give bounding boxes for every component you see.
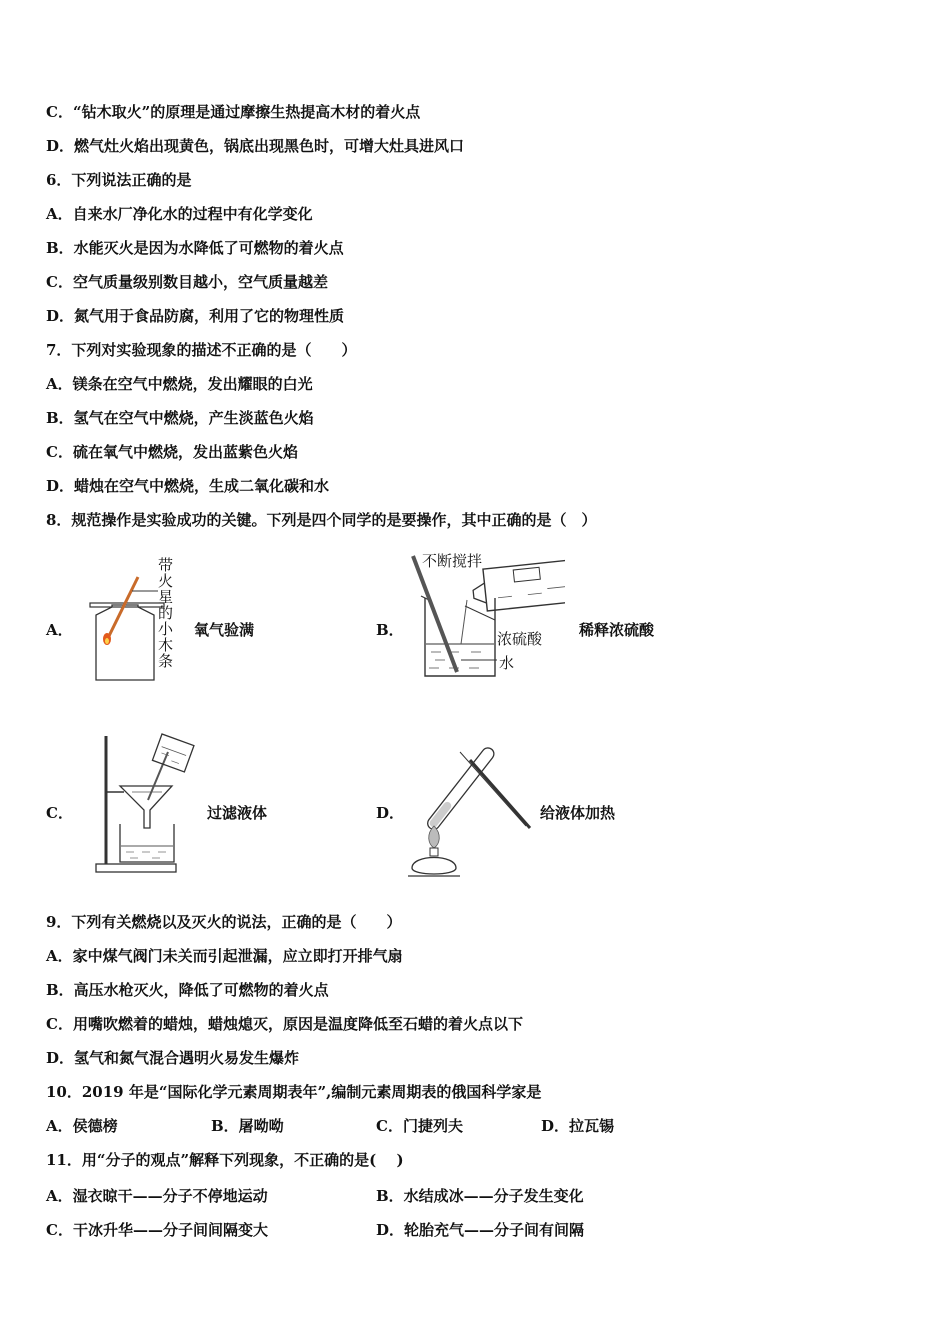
option-7b: B．氢气在空气中燃烧，产生淡蓝色火焰 [46, 409, 314, 427]
acid-label: 浓硫酸 [497, 630, 543, 648]
option-9b: B．高压水枪灭火，降低了可燃物的着火点 [46, 981, 329, 999]
filtration-figure [92, 728, 212, 878]
q8-option-c-label: C． [46, 804, 73, 822]
option-10b: B．屠呦呦 [211, 1117, 284, 1135]
q8-option-d-label: D． [376, 804, 405, 822]
heating-figure [398, 730, 538, 880]
option-10d: D．拉瓦锡 [541, 1117, 615, 1135]
q8-option-c-caption: 过滤液体 [207, 804, 268, 822]
option-9c: C．用嘴吹燃着的蜡烛，蜡烛熄灭，原因是温度降低至石蜡的着火点以下 [46, 1015, 523, 1033]
option-10c: C．门捷列夫 [376, 1117, 463, 1135]
question-9-stem: 9．下列有关燃烧以及灭火的说法，正确的是（ ） [46, 913, 402, 931]
option-6a: A．自来水厂净化水的过程中有化学变化 [46, 205, 313, 223]
option-7a: A．镁条在空气中燃烧，发出耀眼的白光 [46, 375, 313, 393]
option-6b: B．水能灭火是因为水降低了可燃物的着火点 [46, 239, 344, 257]
option-6d: D．氮气用于食品防腐，利用了它的物理性质 [46, 307, 345, 325]
option-11c: C．干冰升华——分子间间隔变大 [46, 1221, 268, 1239]
question-7-stem: 7．下列对实验现象的描述不正确的是（ ） [46, 341, 357, 359]
q8-option-d-caption: 给液体加热 [540, 804, 616, 822]
question-6-stem: 6．下列说法正确的是 [46, 171, 192, 189]
option-9d: D．氢气和氮气混合遇明火易发生爆炸 [46, 1049, 300, 1067]
option-10a: A．侯德榜 [46, 1117, 118, 1135]
question-8-stem: 8．规范操作是实验成功的关键。下列是四个同学的是要操作，其中正确的是（ ） [46, 511, 597, 529]
option-5d: D．燃气灶火焰出现黄色，锅底出现黑色时，可增大灶具进风口 [46, 137, 465, 155]
question-11-stem: 11．用“分子的观点”解释下列现象，不正确的是( ) [46, 1151, 404, 1169]
option-6c: C．空气质量级别数目越小，空气质量越差 [46, 273, 328, 291]
option-11b: B．水结成冰——分子发生变化 [376, 1187, 584, 1205]
option-11a: A．湿衣晾干——分子不停地运动 [46, 1187, 268, 1205]
q8-option-a-caption: 氧气验满 [194, 621, 255, 639]
q8-option-a-label: A． [46, 621, 73, 639]
option-7c: C．硫在氧气中燃烧，发出蓝紫色火焰 [46, 443, 298, 461]
water-label: 水 [499, 654, 515, 672]
option-11d: D．轮胎充气——分子间有间隔 [376, 1221, 585, 1239]
q8-option-b-caption: 稀释浓硫酸 [579, 621, 655, 639]
option-7d: D．蜡烛在空气中燃烧，生成二氧化碳和水 [46, 477, 330, 495]
stir-label: 不断搅拌 [422, 552, 483, 570]
q8-option-b-label: B． [376, 621, 404, 639]
splint-vertical-label: 带火星的小木条 [158, 556, 174, 670]
option-9a: A．家中煤气阀门未关而引起泄漏，应立即打开排气扇 [46, 947, 403, 965]
question-10-stem: 10．2019 年是“国际化学元素周期表年”,编制元素周期表的俄国科学家是 [46, 1083, 542, 1101]
option-5c: C．“钻木取火”的原理是通过摩擦生热提高木材的着火点 [46, 103, 421, 121]
